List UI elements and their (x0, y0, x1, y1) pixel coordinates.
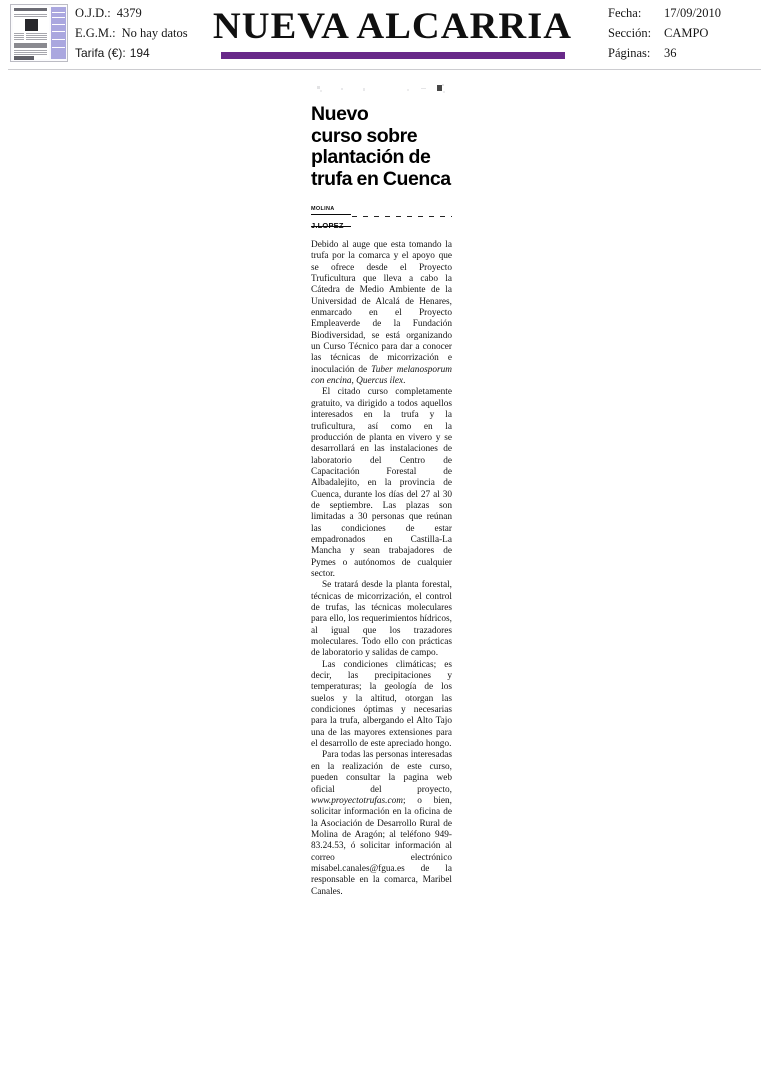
body-text-run: Para todas las personas interesadas en la realización de este curso, pueden consultar la pagina web oficial del proyecto, (311, 750, 452, 795)
header-separator-rule (8, 69, 761, 70)
article-paragraph (311, 750, 452, 897)
byline-row (311, 215, 452, 230)
meta-key-paginas: Páginas: (608, 46, 651, 60)
article-paragraph (311, 387, 452, 580)
article-paragraph (311, 240, 452, 387)
article-byline (311, 206, 452, 230)
newspaper-masthead (205, 4, 580, 59)
byline-author: J.LOPEZ (311, 221, 344, 230)
headline-line-2: curso sobre (311, 124, 418, 147)
meta-value-egm: No hay datos (121, 26, 188, 40)
masthead-title: NUEVA ALCARRIA (212, 6, 573, 47)
body-text-run: . (403, 376, 406, 387)
meta-value-seccion: CAMPO (664, 26, 709, 40)
article-paragraph (311, 660, 452, 751)
meta-key-seccion: Sección: (608, 26, 652, 40)
clipping-meta-right (608, 3, 768, 63)
byline-kicker: MOLINA (311, 206, 335, 212)
byline-dashed-rule (352, 216, 452, 217)
meta-row-seccion (608, 23, 768, 43)
body-text-run: ; o bien, solicitar información en la oficina de la Asociación de Desarrollo Rural de Molina de Aragón; al teléfono 949-83.24.53, ó solicitar información al correo electrónico misabel.canales@fgua.es de la responsable en la comarca, Maribel Canales. (311, 795, 452, 897)
meta-value-tarifa: 194 (129, 46, 150, 60)
article-headline (311, 104, 452, 192)
article-column (311, 82, 452, 898)
emphasis-text: Tuber melanosporum con encina, Quercus ilex (311, 364, 453, 387)
meta-row-fecha (608, 3, 768, 23)
headline-line-1: Nuevo (311, 103, 369, 125)
clipping-header (0, 0, 769, 69)
meta-key-tarifa: Tarifa (€): (75, 46, 126, 60)
meta-key-fecha: Fecha: (608, 6, 642, 20)
meta-value-ojd: 4379 (116, 6, 142, 20)
emphasis-text: www.proyectotrufas.com (311, 795, 403, 806)
body-text-run: El citado curso completamente gratuito, va dirigido a todos aquellos interesados en la trufa y la truficultura, así como en la producción de planta en vivero y se desarrollará en las instalaciones de laboratorio del Centro de Capacitación Forestal de Albadalejito, en la provincia de Cuenca, durante los días del 27 al 30 de septiembre. Las plazas son limitadas a 30 personas que reúnan las condiciones de estar empadronados en Castilla-La Mancha y sean trabajadores de Pymes o autónomos de cualquier sector. (311, 387, 452, 579)
body-text-run: Debido al auge que esta tomando la trufa por la comarca y el apoyo que se ofrece desde el Proyecto Truficultura que lleva a cabo la Cátedra de Medio Ambiente de la Universidad de Alcalá de Henares, enmarcado en el Proyecto Empleaverde de la Fundación Biodiversidad, se está organizando un Curso Técnico para dar a conocer las técnicas de micorrización e inoculación de (311, 240, 452, 375)
newspaper-page-thumbnail[interactable] (10, 4, 68, 62)
body-text-run: Las condiciones climáticas; es decir, las precipitaciones y temperaturas; la geología de los suelos y la altitud, otorgan las condiciones óptimas y necesarias para la trufa, albergando el Alto Tajo una de las mayores extensiones para el desarrollo de este apreciado hongo. (311, 659, 452, 750)
meta-value-fecha: 17/09/2010 (664, 6, 721, 20)
article-paragraph (311, 580, 452, 659)
meta-value-paginas: 36 (664, 46, 677, 60)
meta-key-ojd: O.J.D.: (75, 6, 111, 20)
meta-key-egm: E.G.M.: (75, 26, 116, 40)
headline-line-4: trufa en Cuenca (311, 167, 451, 190)
headline-line-3: plantación de (311, 146, 431, 168)
masthead-accent-rule (221, 52, 565, 59)
scan-artifact-marks (311, 82, 452, 104)
body-text-run: Se tratará desde la planta forestal, técnicas de micorrización, el control de trufas, las técnicas moleculares para ello, los requerimientos hídricos, al igual que los trazadores moleculares. Todo ello con prácticas de laboratorio y salidas de campo. (311, 580, 452, 659)
meta-row-paginas (608, 43, 768, 63)
article-body (311, 240, 452, 898)
